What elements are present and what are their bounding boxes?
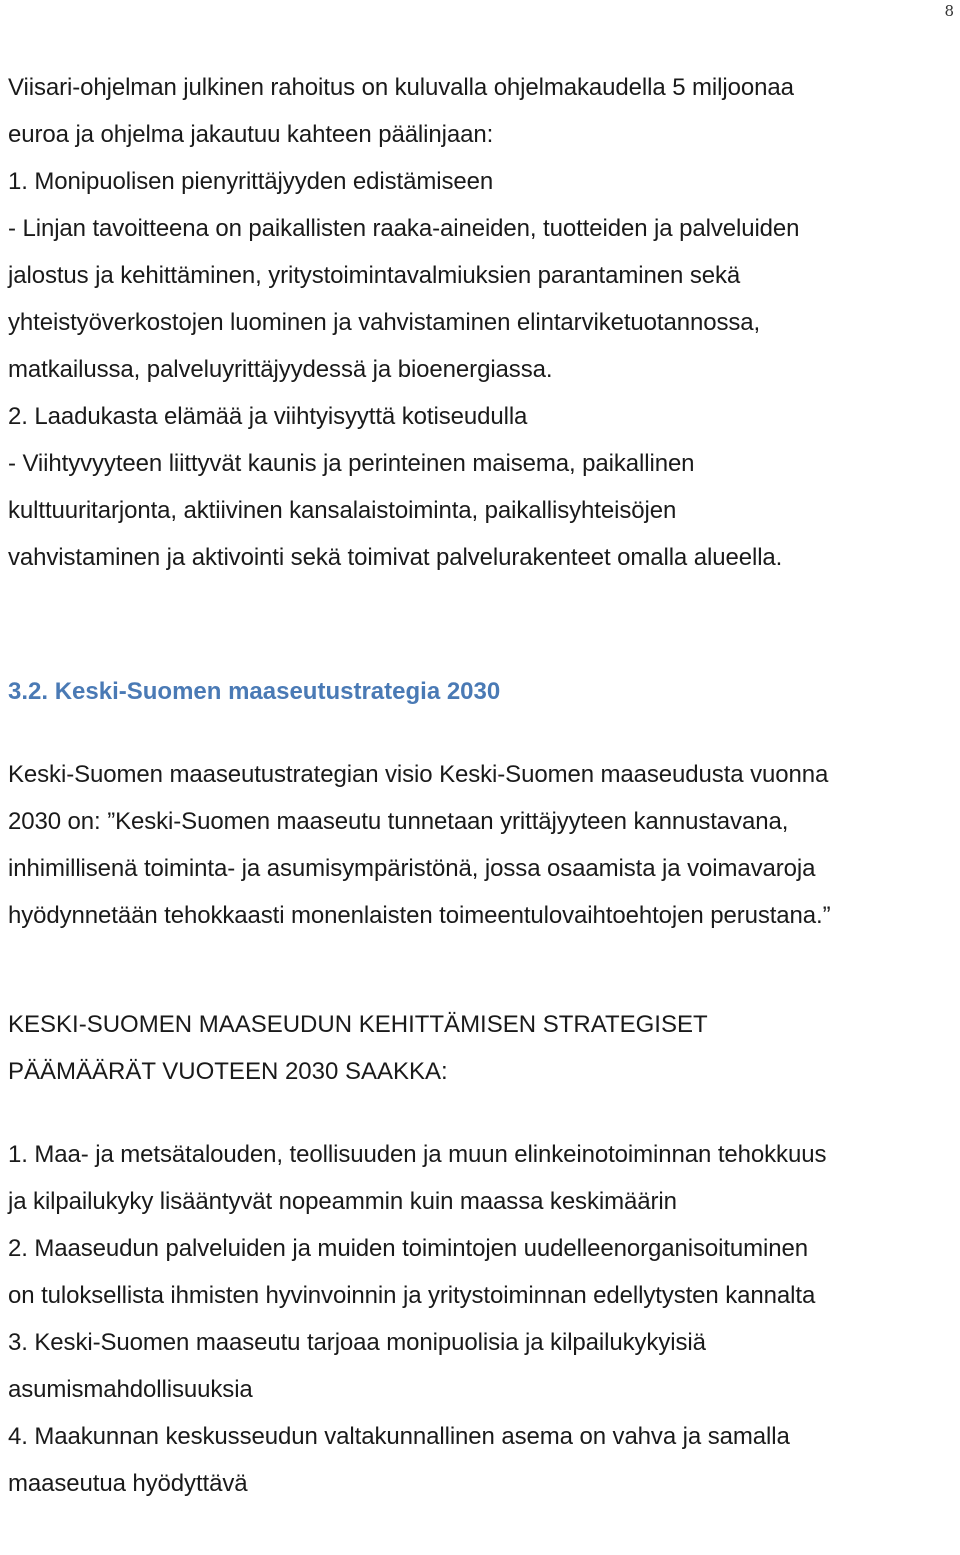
spacer <box>8 1095 953 1131</box>
intro-line: matkailussa, palveluyrittäjyydessä ja bioenergiassa. <box>8 356 553 383</box>
goals-title-line: PÄÄMÄÄRÄT VUOTEEN 2030 SAAKKA: <box>8 1058 448 1085</box>
intro-line: 1. Monipuolisen pienyrittäjyyden edistämiseen <box>8 168 494 195</box>
spacer <box>8 581 953 668</box>
goal-line: maaseutua hyödyttävä <box>8 1470 248 1497</box>
goal-line: 3. Keski-Suomen maaseutu tarjoaa monipuolisia ja kilpailukykyisiä <box>8 1329 706 1356</box>
vision-paragraph <box>8 751 953 939</box>
document-body <box>8 64 953 1507</box>
vision-line: hyödynnetään tehokkaasti monenlaisten toimeentulovaihtoehtojen perustana.” <box>8 902 831 929</box>
intro-line: kulttuuritarjonta, aktiivinen kansalaistoiminta, paikallisyhteisöjen <box>8 497 677 524</box>
goals-title <box>8 1001 953 1095</box>
intro-line: - Linjan tavoitteena on paikallisten raaka-aineiden, tuotteiden ja palveluiden <box>8 215 800 242</box>
intro-line: euroa ja ohjelma jakautuu kahteen päälinjaan: <box>8 121 494 148</box>
goal-line: asumismahdollisuuksia <box>8 1376 253 1403</box>
spacer <box>8 939 953 1001</box>
page-number: 8 <box>944 2 954 20</box>
section-heading: 3.2. Keski-Suomen maaseutustrategia 2030 <box>8 678 501 705</box>
intro-line: 2. Laadukasta elämää ja viihtyisyyttä kotiseudulla <box>8 403 528 430</box>
intro-line: jalostus ja kehittäminen, yritystoimintavalmiuksien parantaminen sekä <box>8 262 741 289</box>
intro-line: Viisari-ohjelman julkinen rahoitus on kuluvalla ohjelmakaudella 5 miljoonaa <box>8 74 794 101</box>
goal-line: ja kilpailukyky lisääntyvät nopeammin kuin maassa keskimäärin <box>8 1188 677 1215</box>
goals-list <box>8 1131 953 1507</box>
intro-line: vahvistaminen ja aktivointi sekä toimivat palvelurakenteet omalla alueella. <box>8 544 783 571</box>
vision-line: inhimillisenä toiminta- ja asumisympäristönä, jossa osaamista ja voimavaroja <box>8 855 816 882</box>
goal-line: 1. Maa- ja metsätalouden, teollisuuden ja muun elinkeinotoiminnan tehokkuus <box>8 1141 827 1168</box>
goal-line: on tuloksellista ihmisten hyvinvoinnin ja yritystoiminnan edellytysten kannalta <box>8 1282 816 1309</box>
intro-line: yhteistyöverkostojen luominen ja vahvistaminen elintarviketuotannossa, <box>8 309 761 336</box>
goal-line: 4. Maakunnan keskusseudun valtakunnallinen asema on vahva ja samalla <box>8 1423 790 1450</box>
intro-paragraph <box>8 64 953 581</box>
goals-title-line: KESKI-SUOMEN MAASEUDUN KEHITTÄMISEN STRATEGISET <box>8 1011 708 1038</box>
vision-line: 2030 on: ”Keski-Suomen maaseutu tunnetaan yrittäjyyteen kannustavana, <box>8 808 789 835</box>
goal-line: 2. Maaseudun palveluiden ja muiden toimintojen uudelleenorganisoituminen <box>8 1235 809 1262</box>
spacer <box>8 715 953 751</box>
intro-line: - Viihtyvyyteen liittyvät kaunis ja perinteinen maisema, paikallinen <box>8 450 695 477</box>
vision-line: Keski-Suomen maaseutustrategian visio Keski-Suomen maaseudusta vuonna <box>8 761 829 788</box>
